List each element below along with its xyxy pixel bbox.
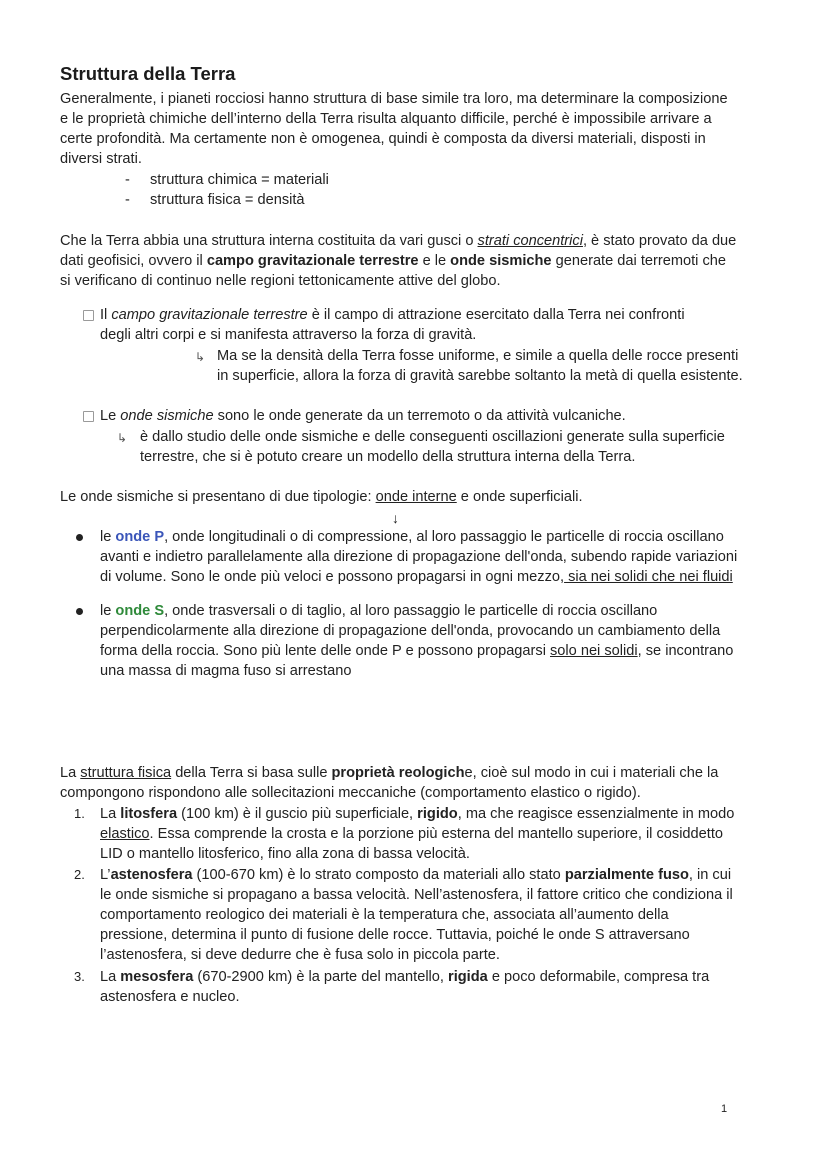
text: e le (418, 253, 451, 269)
bullet-icon (76, 534, 83, 541)
litosfera-line-3: LID o mantello litosferico, fino alla zona di bassa velocità. (100, 846, 470, 862)
bullet-1-line-2: avanti e indietro parallelamente alla direzione di propagazione dell'onda, subendo rapide variazioni (100, 549, 738, 565)
bullet-2-line-2: perpendicolarmente alla direzione di propagazione dell'onda, provocando un cambiamento della (100, 623, 721, 639)
list-number: 3. (74, 969, 85, 984)
underlined-term: struttura fisica (80, 765, 172, 781)
bold-term: litosfera (120, 806, 178, 822)
text: , è stato provato da due (582, 233, 737, 249)
text: le (100, 603, 116, 619)
paragraph-2-line-2 (60, 251, 726, 272)
bullet-icon (76, 608, 83, 615)
text: (100-670 km) è lo strato composto da materiali allo stato (192, 867, 565, 883)
checkbox-icon[interactable] (83, 310, 94, 321)
mesosfera-line-1 (100, 967, 709, 988)
text: forma della roccia. Sono più lente delle onde P e possono propagarsi (100, 643, 550, 659)
waves-intro (60, 487, 583, 508)
dash-item-2: struttura fisica = densità (150, 192, 305, 208)
text: dati geofisici, ovvero il (60, 253, 207, 269)
bullet-2-line-3 (100, 641, 733, 662)
text: e poco deformabile, compresa tra (487, 969, 710, 985)
paragraph-2-line-1 (60, 231, 736, 252)
text: generate dai terremoti che (551, 253, 726, 269)
litosfera-line-1 (100, 804, 734, 825)
text: Che la Terra abbia una struttura interna costituita da vari gusci o (60, 233, 478, 249)
check-1-line-2: degli altri corpi e si manifesta attraverso la forza di gravità. (100, 327, 477, 343)
check-1-line-1 (100, 305, 685, 326)
italic-term: onde sismiche (120, 408, 214, 424)
text: è il campo di attrazione esercitato dalla Terra nei confronti (307, 307, 685, 323)
text: La (100, 969, 121, 985)
bold-term: astenosfera (110, 867, 193, 883)
bullet-1-line-1 (100, 527, 724, 548)
intro-line-2: e le proprietà chimiche dell’interno della Terra risulta alquanto difficile, perché è impossibile arrivare a (60, 111, 712, 127)
text: , ma che reagisce essenzialmente in modo (457, 806, 735, 822)
text: (670-2900 km) è la parte del mantello, (193, 969, 449, 985)
text: , onde longitudinali o di compressione, al loro passaggio le particelle di roccia oscillano (164, 529, 724, 545)
text: Le (100, 408, 121, 424)
strati-concentrici-link[interactable]: strati concentrici (477, 233, 583, 249)
astenosfera-line-1 (100, 865, 731, 886)
check-1-sub-2: in superficie, allora la forza di gravità sarebbe soltanto la metà di quella esistente. (217, 368, 743, 384)
return-arrow-icon: ↳ (195, 350, 206, 364)
return-arrow-icon: ↳ (117, 431, 128, 445)
bullet-1-line-3 (100, 567, 733, 588)
bold-term: rigido (417, 806, 458, 822)
paragraph-2-line-3: si verificano di continuo nelle regioni tettonicamente attive del globo. (60, 273, 501, 289)
text: le (100, 529, 116, 545)
text: La (60, 765, 81, 781)
text: (100 km) è il guscio più superficiale, (177, 806, 418, 822)
litosfera-line-2 (100, 824, 723, 845)
list-number: 2. (74, 867, 85, 882)
check-2-line-1 (100, 406, 626, 427)
underlined-term: sia nei solidi che nei fluidi (564, 569, 733, 585)
bold-term: rigida (448, 969, 488, 985)
bold-term: parzialmente fuso (564, 867, 689, 883)
text: sono le onde generate da un terremoto o da attività vulcaniche. (213, 408, 626, 424)
intro-line-4: diversi strati. (60, 151, 142, 167)
text: , onde trasversali o di taglio, al loro passaggio le particelle di roccia oscillano (164, 603, 658, 619)
list-number: 1. (74, 806, 85, 821)
check-2-sub-1: è dallo studio delle onde sismiche e delle conseguenti oscillazioni generate sulla superficie (140, 429, 725, 445)
checkbox-icon[interactable] (83, 411, 94, 422)
text: La (100, 806, 121, 822)
mesosfera-line-2: astenosfera e nucleo. (100, 989, 240, 1005)
text: di volume. Sono le onde più veloci e possono propagarsi in ogni mezzo, (100, 569, 565, 585)
intro-line-1: Generalmente, i pianeti rocciosi hanno struttura di base simile tra loro, ma determinare la composizione (60, 91, 728, 107)
page-number: 1 (721, 1103, 728, 1115)
check-2-sub-2: terrestre, che si è potuto creare un modello della struttura interna della Terra. (140, 449, 636, 465)
check-1-sub-1: Ma se la densità della Terra fosse uniforme, e simile a quella delle rocce presenti (217, 348, 739, 364)
italic-term: campo gravitazionale terrestre (111, 307, 308, 323)
onde-p-term: onde P (115, 529, 165, 545)
text: , se incontrano (637, 643, 734, 659)
text: Il (100, 307, 112, 323)
astenosfera-line-2: le onde sismiche si propagano a bassa velocità. Nell’astenosfera, il fattore critico che condiziona il (100, 887, 733, 903)
astenosfera-line-4: pressione, determina il punto di fusione delle rocce. Tuttavia, poiché le onde S attraversano (100, 927, 690, 943)
bold-term: mesosfera (120, 969, 194, 985)
dash-item-1: struttura chimica = materiali (150, 172, 329, 188)
bullet-2-line-4: una massa di magma fuso si arrestano (100, 663, 352, 679)
text: e, cioè sul modo in cui i materiali che la (464, 765, 719, 781)
bold-term: proprietà reologich (331, 765, 465, 781)
text: e onde superficiali. (456, 489, 583, 505)
physical-structure-line-1 (60, 763, 718, 784)
physical-structure-line-2: compongono rispondono alle sollecitazioni meccaniche (comportamento elastico o rigido). (60, 785, 641, 801)
page-title: Struttura della Terra (60, 63, 236, 84)
underlined-term: onde interne (375, 489, 457, 505)
text: della Terra si basa sulle (171, 765, 332, 781)
intro-line-3: certe profondità. Ma certamente non è omogenea, quindi è composta da diversi materiali, disposti in (60, 131, 706, 147)
astenosfera-line-3: comportamento reologico dei materiali è la temperatura che, associata all’aumento della (100, 907, 669, 923)
down-arrow-icon: ↓ (392, 510, 399, 526)
bullet-2-line-1 (100, 601, 657, 622)
underlined-term: elastico (100, 826, 150, 842)
dash-icon: - (125, 192, 130, 208)
astenosfera-line-5: l’astenosfera, si deve dedurre che è fusa solo in piccola parte. (100, 947, 500, 963)
onde-s-term: onde S (115, 603, 165, 619)
dash-icon: - (125, 172, 130, 188)
text: L’ (100, 867, 111, 883)
bold-term: onde sismiche (450, 253, 552, 269)
text: Le onde sismiche si presentano di due tipologie: (60, 489, 376, 505)
underlined-term: solo nei solidi (550, 643, 638, 659)
text: , in cui (688, 867, 732, 883)
text: . Essa comprende la crosta e la porzione più esterna del mantello superiore, il cosiddetto (149, 826, 724, 842)
bold-term: campo gravitazionale terrestre (206, 253, 419, 269)
